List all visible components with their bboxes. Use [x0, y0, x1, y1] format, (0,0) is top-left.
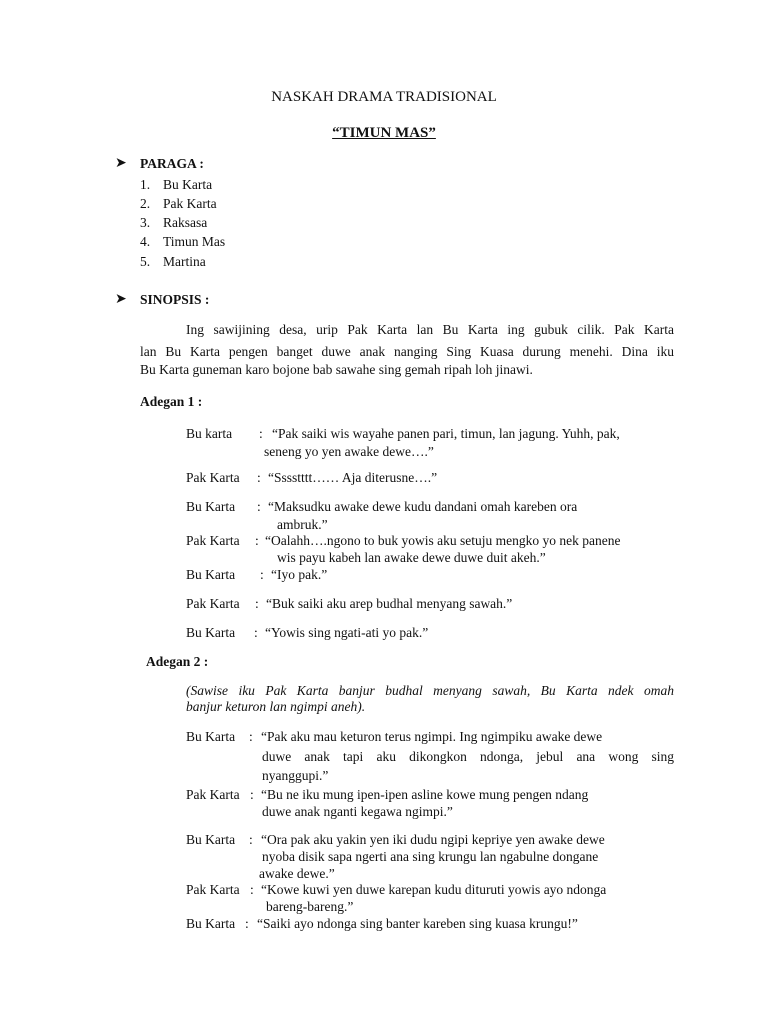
dialog-line: awake dewe.” — [259, 866, 335, 881]
dialog-line: “Yowis sing ngati-ati yo pak.” — [265, 625, 429, 640]
play-title: “TIMUN MAS” — [332, 125, 436, 141]
cast-name: Pak Karta — [163, 196, 217, 211]
sinopsis-heading: SINOPSIS : — [140, 292, 210, 307]
dialog-line: “Sssstttt…… Aja diterusne….” — [268, 470, 438, 485]
dialog-line: “Maksudku awake dewe kudu dandani omah kareben ora — [268, 499, 578, 514]
dialog-line: “Pak aku mau keturon terus ngimpi. Ing ngimpiku awake dewe — [261, 729, 603, 744]
speaker-name: Bu Karta — [186, 625, 236, 640]
speaker-separator: : — [249, 832, 253, 847]
dialog-line: nyanggupi.” — [262, 768, 329, 783]
cast-list-item: 5. — [140, 254, 151, 269]
dialog-line: nyoba disik sapa ngerti ana sing krungu lan ngabulne dongane — [262, 849, 599, 864]
speaker-name: Pak Karta — [186, 533, 240, 548]
speaker-name: Bu Karta — [186, 916, 236, 931]
adegan-2-heading: Adegan 2 : — [146, 654, 209, 669]
speaker-name: Bu Karta — [186, 729, 236, 744]
dialog-line: “Bu ne iku mung ipen-ipen asline kowe mung pengen ndang — [261, 787, 589, 802]
dialog-line: bareng-bareng.” — [266, 899, 354, 914]
speaker-separator: : — [250, 882, 254, 897]
arrow-bullet-icon: ➤ — [115, 156, 127, 171]
dialog-line: “Buk saiki aku arep budhal menyang sawah.” — [266, 596, 513, 611]
speaker-name: Pak Karta — [186, 470, 240, 485]
cast-name: Bu Karta — [163, 177, 213, 192]
dialog-line: “Oalahh….ngono to buk yowis aku setuju mengko yo nek panene — [265, 533, 621, 548]
speaker-name: Bu Karta — [186, 567, 236, 582]
speaker-separator: : — [257, 470, 261, 485]
speaker-separator: : — [249, 729, 253, 744]
speaker-separator: : — [245, 916, 249, 931]
arrow-bullet-icon: ➤ — [115, 292, 127, 307]
dialog-line: wis payu kabeh lan awake dewe duwe duit akeh.” — [277, 550, 546, 565]
sinopsis-line: Bu Karta guneman karo bojone bab sawahe sing gemah ripah loh jinawi. — [140, 362, 533, 377]
speaker-name: Bu karta — [186, 426, 233, 441]
speaker-separator: : — [250, 787, 254, 802]
dialog-line: “Saiki ayo ndonga sing banter kareben sing kuasa krungu!” — [257, 916, 578, 931]
cast-name: Martina — [163, 254, 206, 269]
speaker-name: Pak Karta — [186, 596, 240, 611]
speaker-separator: : — [255, 533, 259, 548]
stage-direction-line: (Sawise iku Pak Karta banjur budhal menyang sawah, Bu Karta ndek omah — [186, 683, 674, 698]
cast-name: Timun Mas — [163, 234, 226, 249]
cast-name: Raksasa — [163, 215, 208, 230]
cast-list-item: 4. — [140, 234, 151, 249]
paraga-heading: PARAGA : — [140, 156, 204, 171]
adegan-1-heading: Adegan 1 : — [140, 394, 203, 409]
dialog-line: duwe anak tapi aku dikongkon ndonga, jebul ana wong sing — [262, 749, 674, 764]
speaker-separator: : — [260, 567, 264, 582]
dialog-line: “Ora pak aku yakin yen iki dudu ngipi kepriye yen awake dewe — [261, 832, 605, 847]
speaker-name: Pak Karta — [186, 787, 240, 802]
cast-list-item: 2. — [140, 196, 151, 211]
dialog-line: seneng yo yen awake dewe….” — [264, 444, 434, 459]
sinopsis-line: Ing sawijining desa, urip Pak Karta lan Bu Karta ing gubuk cilik. Pak Karta — [186, 322, 674, 337]
cast-list-item: 3. — [140, 215, 151, 230]
cast-list-item: 1. — [140, 177, 151, 192]
dialog-line: “Kowe kuwi yen duwe karepan kudu dituruti yowis ayo ndonga — [261, 882, 607, 897]
dialog-line: “Pak saiki wis wayahe panen pari, timun, lan jagung. Yuhh, pak, — [272, 426, 620, 441]
document-title: NASKAH DRAMA TRADISIONAL — [271, 89, 497, 105]
dialog-line: “Iyo pak.” — [271, 567, 328, 582]
speaker-separator: : — [257, 499, 261, 514]
speaker-name: Pak Karta — [186, 882, 240, 897]
dialog-line: duwe anak nganti kegawa ngimpi.” — [262, 804, 453, 819]
stage-direction-line: banjur keturon lan ngimpi aneh). — [186, 699, 366, 714]
speaker-separator: : — [254, 625, 258, 640]
speaker-separator: : — [259, 426, 263, 441]
dialog-line: ambruk.” — [277, 517, 328, 532]
speaker-name: Bu Karta — [186, 499, 236, 514]
sinopsis-line: lan Bu Karta pengen banget duwe anak nanging Sing Kuasa durung menehi. Dina iku — [140, 344, 674, 359]
speaker-separator: : — [255, 596, 259, 611]
speaker-name: Bu Karta — [186, 832, 236, 847]
